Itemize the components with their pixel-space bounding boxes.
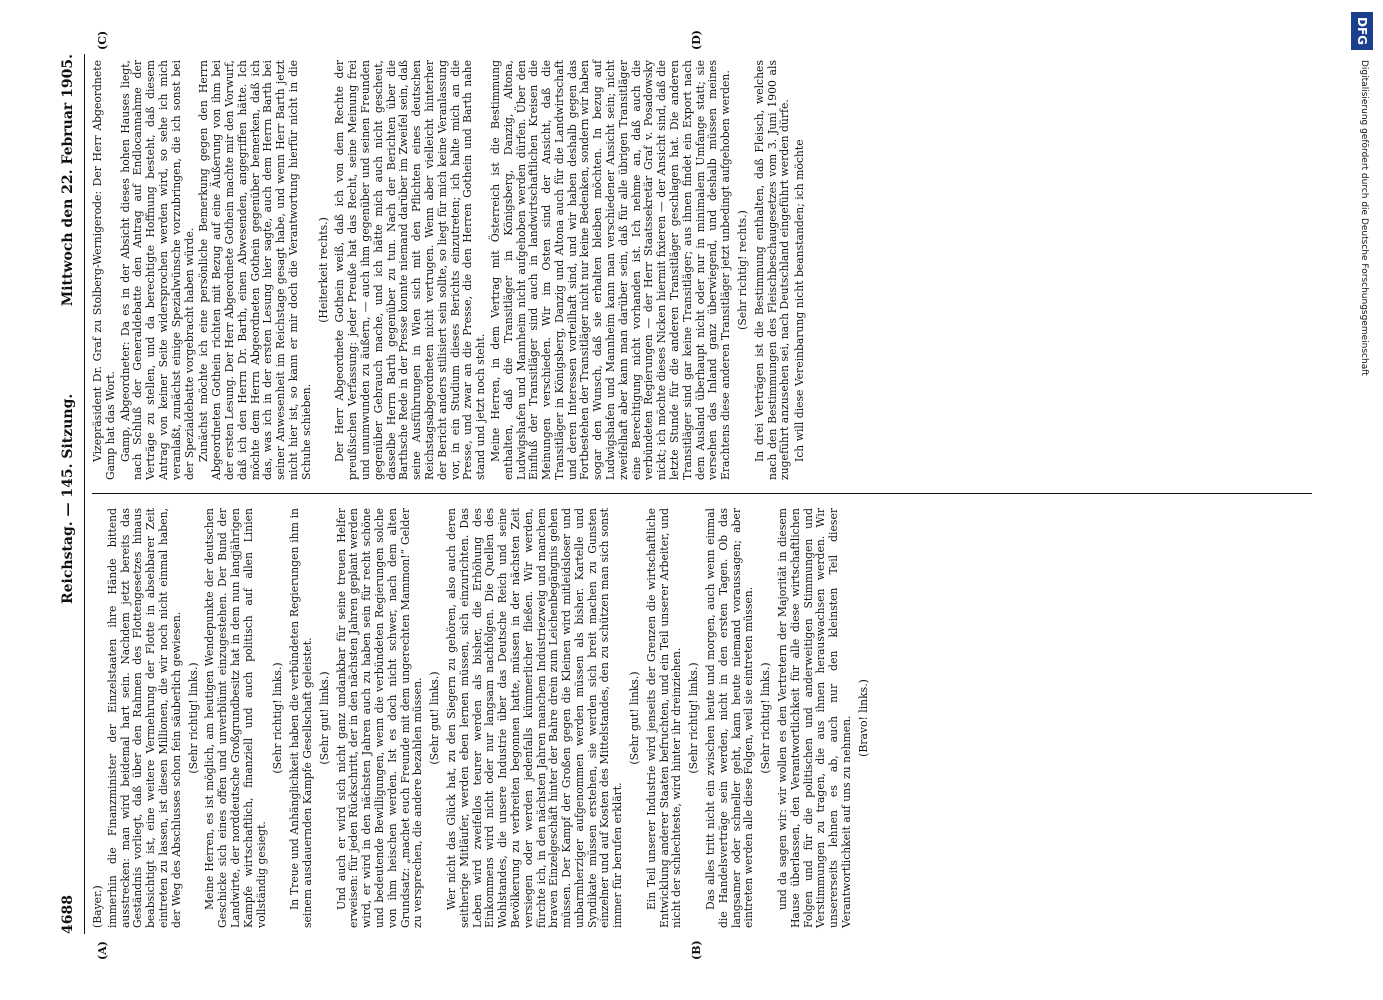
interjection: (Sehr richtig! links.) bbox=[687, 662, 701, 774]
paragraph: Ein Teil unserer Industrie wird jenseits der Grenzen die wirtschaftliche Entwicklung anderer Staaten befruchten, und ein Teil unserer Arbeiter, und nicht der schlechteste, wird hinter ihr dreinziehen. bbox=[644, 508, 684, 928]
interjection: (Sehr richtig! links.) bbox=[759, 662, 773, 774]
interjection: (Sehr richtig! rechts.) bbox=[736, 210, 750, 330]
header-right-title: Mittwoch den 22. Februar 1905. bbox=[60, 54, 76, 307]
paragraph: Meine Herren, in dem Vertrag mit Österreich ist die Bestimmung enthalten, daß die Transitläger in Königsberg, Danzig, Altona, Ludwigshafen und Mannheim nicht aufgehoben werden dürfen. Über den Einfluß der Transitläger sind auch in landwirtschaftlichen Kreisen die Meinungen verschieden. Wir im Osten sind der Ansicht, daß die Transitläger in Königsberg, Danzig und Altona auch für die Landwirtschaft und deren Interessen vorteilhaft sind, und wir haben deshalb gegen das Fortbestehen der Transitläger nicht nur keine Bedenken, sondern wir haben sogar den Wunsch, daß sie erhalten bleiben möchten. In bezug auf Ludwigshafen und Mannheim kann man verschiedener Ansicht sein; nicht zweifelhaft aber kann man darüber sein, daß für alle übrigen Transitläger eine Berechtigung nicht vorhanden ist. Ich nehme an, daß auch die verbündeten Regierungen — der Herr Staatssekretär Graf v. Posadowsky nickt; ich möchte dieses Nicken hiermit fixieren — der Ansicht sind, daß die letzte Stunde für die anderen Transitläger geschlagen hat. Die anderen Transitläger sind gar keine Transitläger; aus ihnen findet ein Export nach dem Ausland überhaupt nicht oder nur in minimalem Umfange statt; sie versehen das Inland ganz überwiegend, und deshalb müssen meines Erachtens diese anderen Transitläger jetzt unbedingt aufgehoben werden. bbox=[488, 60, 733, 480]
paragraph: Zunächst möchte ich eine persönliche Bemerkung gegen den Herrn Abgeordneten Gothein richten mit Bezug auf eine Äußerung von ihm bei der ersten Lesung. Der Herr Abgeordnete Gothein machte mir den Vorwurf, daß ich den Herrn Dr. Barth, einen Abwesenden, angegriffen hätte. Ich möchte dem Herrn Abgeordneten Gothein gegenüber bemerken, daß ich das, was ich in der ersten Lesung hier sagte, auch dem Herrn Barth bei seiner Anwesenheit im Reichstage gesagt habe, und wenn Herr Barth jetzt nicht hier ist, so kann er mir doch die Verantwortung hierfür nicht in die Schuhe schieben. bbox=[197, 60, 313, 480]
paragraph: Und auch er wird sich nicht ganz undankbar für seine treuen Helfer erweisen: für jeden Rückschritt, der in den nächsten Jahren geplant werden wird, er wird in den nächsten Jahren auch zu haben sein für recht schöne und bedeutende Bewilligungen, wenn die verbündeten Regierungen solche von ihm heischen werden. Ist es doch nicht schwer, nach dem alten Grundsatz: „machet euch Freunde mit dem ungerechten Mammon!“ Gelder zu versprechen, die andere bezahlen müssen. bbox=[334, 508, 425, 928]
paragraph: Ich will diese Vereinbarung nicht beanstanden; ich möchte bbox=[793, 139, 807, 462]
paragraph: Wer nicht das Glück hat, zu den Siegern zu gehören, also auch deren seitherige Mitläufer, werden eben lernen müssen, sich einzurichten. Das Leben wird zweifellos teurer werden als bisher, die Erhöhung des Einkommens wird nicht oder nur langsam nachfolgen. Die Quellen des Wohlstandes, die unsere Industrie über das Deutsche Reich und seine Bevölkerung zu verbreiten begonnen hatte, müssen in der nächsten Zeit versiegen oder werden jedenfalls kümmerlicher fließen. Wir werden, fürchte ich, in den nächsten Jahren manchem Industriezweig und manchem braven Einzelgeschäft hinter der Bahre drein zum Leichenbegängnis gehen müssen. Der Kampf der Großen gegen die Kleinen wird mitleidsloser und unbarmherziger aufgenommen werden müssen als bisher. Kartelle und Syndikate müssen erstehen, sie werden sich breit machen zu Gunsten einzelner und auf Kosten des Mittelstandes, den zu schützen man sich sonst immer für berufen erklärt. bbox=[444, 508, 625, 928]
page-number: 4688 bbox=[60, 895, 76, 934]
paragraph: In Treue und Anhänglichkeit haben die verbündeten Regierungen ihm in seinem ausdauernden Kampfe Gesellschaft geleistet. bbox=[288, 508, 314, 928]
left-text-column bbox=[92, 508, 875, 928]
paragraph: Gamp, Abgeordneter: Da es in der Absicht dieses hohen Hauses liegt, nach Schluß der Generaldebatte den Antrag auf Endlocannahme der Verträge zu stellen, und da berechtigte Hoffnung besteht, daß diesem Antrag von keiner Seite widersprochen werden wird, so sehe ich mich veranlaßt, zunächst einige Spezialwünsche vorzubringen, die ich sonst bei der Spezialdebatte vorgebracht haben würde. bbox=[118, 60, 196, 480]
paragraph: (Bayer.) bbox=[91, 885, 104, 928]
margin-mark-d: (D) bbox=[690, 30, 703, 50]
paragraph: Meine Herren, es ist möglich, am heutigen Wendepunkte der deutschen Geschicke sich eines offen und unverblümt einzugestehen. Der Bund der Landwirte, der norddeutsche Großgrundbesitz hat in dem nun langjährigen Kampfe wirtschaftlich, finanziell und auch politisch auf allen Linien vollständig gesiegt. bbox=[203, 508, 268, 928]
margin-mark-a: (A) bbox=[96, 941, 109, 960]
paragraph: immerhin die Finanzminister der Einzelstaaten ihre Hände bittend ausstrecken: man wird beidemal hart sein. Nachdem jetzt bereits das Geständnis vorliegt, daß über den Rahmen des Flottengesetzes hinaus beabsichtigt ist, eine weitere Vermehrung der Flotte in absehbarer Zeit eintreten zu lassen, ist diesen Millionen, die wir noch nicht einmal haben, der Weg des Abschlusses schon fein säuberlich gewiesen. bbox=[105, 508, 183, 928]
interjection: (Sehr richtig! links.) bbox=[186, 662, 200, 774]
interjection: (Sehr richtig! links.) bbox=[271, 662, 285, 774]
interjection: (Sehr gut! links.) bbox=[628, 671, 642, 765]
interjection: (Sehr gut! links.) bbox=[428, 671, 442, 765]
header-left-title: Reichstag. — 145. Sitzung. bbox=[60, 393, 76, 604]
running-header bbox=[60, 54, 86, 934]
margin-mark-c: (C) bbox=[96, 30, 109, 50]
interjection: (Sehr gut! links.) bbox=[317, 671, 331, 765]
right-text-column bbox=[92, 60, 809, 480]
funding-notice: Digitalisierung gefördert durch die Deutsche Forschungsgemeinschaft bbox=[1359, 60, 1369, 376]
paragraph: und da sagen wir: wir wollen es den Vertretern der Majorität in diesem Hause überlassen, den Verantwortlichkeit für alle diese wirtschaftlichen Folgen und für die politischen und anderweitigen Stimmungen und Verstimmungen zu tragen, die aus ihnen herauswachsen werden. Wir unsererseits lehnen es ab, auch nur den kleinsten Teil dieser Verantwortlichkeit auf uns zu nehmen. bbox=[776, 508, 854, 928]
dfg-logo: DFG bbox=[1351, 12, 1373, 50]
paragraph: Vizepräsident Dr. Graf zu Stolberg-Wernigerode: Der Herr Abgeordnete Gamp hat das Wort. bbox=[91, 60, 117, 480]
interjection: (Bravo! links.) bbox=[856, 679, 870, 757]
paragraph: Der Herr Abgeordnete Gothein weiß, daß ich von dem Rechte der preußischen Verfassung: jeder Preuße hat das Recht, seine Meinung frei und unumwunden zu äußern, — auch ihm gegenüber und seinen Freunden gegenüber Gebrauch mache, und ich hätte mich auch nicht gescheut, dasselbe Herrn Barth gegenüber zu tun. Nach der Berichten über die Barthsche Rede in der Presse konnte niemand darüber im Zweifel sein, daß seine Ausführungen in Wien sich mit den Pflichten eines deutschen Reichstagsabgeordneten nicht vertrugen. Wenn aber vielleicht hinterher der Bericht anders stilisiert sein sollte, so liegt für mich keine Veranlassung vor, in ein Studium dieses Berichts einzutreten; ich halte mich an die Presse, und zwar an die Presse, die den Herren Gothein und Barth nahe stand und jetzt noch steht. bbox=[333, 60, 488, 480]
paragraph: Das alles tritt nicht ein zwischen heute und morgen, auch wenn einmal die Handelsverträge sein werden, nicht in den ersten Tagen. Ob das langsamer oder schneller geht, kann heute niemand voraussagen; aber eintreten werden alle diese Folgen, weil sie eintreten müssen. bbox=[704, 508, 756, 928]
paragraph: In drei Verträgen ist die Bestimmung enthalten, daß Fleisch, welches nach den Bestimmungen des Fleischbeschaugesetzes vom 3. Juni 1900 als zugeführt anzusehen sei, nach Deutschland eingeführt werden dürfe. bbox=[752, 60, 792, 480]
interjection: (Heiterkeit rechts.) bbox=[316, 217, 330, 323]
funding-sidebar bbox=[1355, 6, 1379, 606]
header-rule bbox=[84, 54, 85, 934]
column-divider bbox=[92, 493, 1312, 494]
margin-mark-b: (B) bbox=[690, 940, 703, 960]
